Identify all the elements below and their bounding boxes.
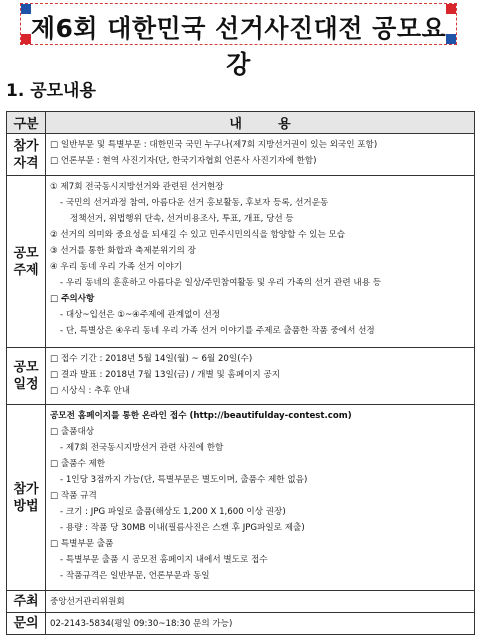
- table-row: [7, 176, 475, 348]
- row-content: 공모전 홈페이지를 통한 온라인 접수 (http://beautifulday-contest.com) □ 출품대상 - 제7회 전국동시지방선거 관련 사진에 한함 □ 출품수 제한 - 1인당 3점까지 가능(단, 특별부문은 별도이며, 출품수 제한 없음) □ 작품 규격 - 크기 : JPG 파일로 출품(해상도 1,200 X 1,600 이상 권장) - 용량 : 작품 당 30MB 이내(필름사진은 스캔 후 JPG파일로 제출) □ 특별부문 출품 - 특별부문 출품 시 공모전 홈페이지 내에서 별도로 접수 - 작품규격은 일반부문, 언론부문과 동일: [46, 405, 475, 591]
- table-row: [7, 591, 475, 613]
- table-row: [7, 134, 475, 176]
- row-label: 참가 방법: [7, 405, 46, 591]
- contest-info-table: [6, 111, 475, 635]
- row-content: □ 일반부문 및 특별부문 : 대한민국 국민 누구나(제7회 지방선거권이 있는 외국인 포함) □ 언론부문 : 현역 사진기자(단, 한국기자협회 언론사 사진기자에 한함): [46, 134, 475, 176]
- row-label: 공모 일정: [7, 348, 46, 405]
- row-label: 주최: [7, 591, 46, 613]
- row-content: 02-2143-5834(평일 09:30~18:30 문의 가능): [46, 613, 475, 635]
- title-banner: [20, 3, 457, 79]
- table-header-row: [7, 112, 475, 134]
- table-row: [7, 405, 475, 591]
- row-content: □ 접수 기간 : 2018년 5월 14일(월) ~ 6월 20일(수) □ 결과 발표 : 2018년 7월 13일(금) / 개별 및 홈페이지 공지 □ 시상식 : 추후 안내: [46, 348, 475, 405]
- section-heading: 1. 공모내용: [6, 81, 96, 101]
- row-label: 공모 주제: [7, 176, 46, 348]
- header-category: 구분: [7, 112, 46, 134]
- table-row: [7, 348, 475, 405]
- row-label: 참가 자격: [7, 134, 46, 176]
- page-title: 제6회 대한민국 선거사진대전 공모요강: [30, 14, 447, 79]
- table-row: [7, 613, 475, 635]
- header-content: 내 용: [46, 112, 475, 134]
- row-label: 문의: [7, 613, 46, 635]
- row-content: ① 제7회 전국동시지방선거와 관련된 선거현장 - 국민의 선거과정 참여, 아름다운 선거 홍보활동, 후보자 등록, 선거운동 정책선거, 위법행위 단속, 선거비용조사, 투표, 개표, 당선 등 ② 선거의 의미와 중요성을 되새길 수 있고 민주시민의식을 함양할 수 있는 모습 ③ 선거를 통한 화합과 축제분위기의 장 ④ 우리 동네 우리 가족 선거 이야기 - 우리 동네의 훈훈하고 아름다운 일상/주민참여활동 및 우리 가족의 선거 관련 내용 등 □ 주의사항 - 대상~입선은 ①~④주제에 관계없이 선정 - 단, 특별상은 ④우리 동네 우리 가족 선거 이야기를 주제로 출품한 작품 중에서 선정: [46, 176, 475, 348]
- row-content: 중앙선거관리위원회: [46, 591, 475, 613]
